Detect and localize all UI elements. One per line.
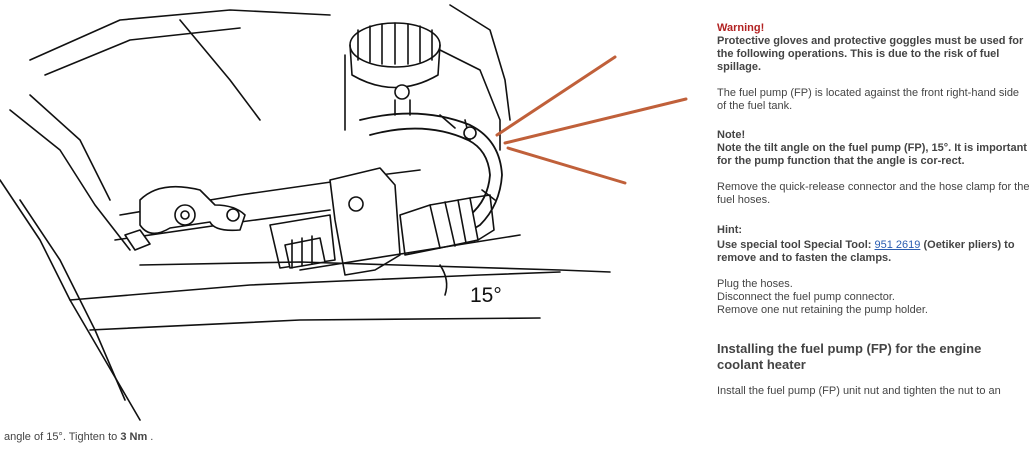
hint-text [717, 239, 1031, 265]
install-text-end: . [150, 431, 154, 443]
hint-prefix: Use special tool Special Tool: [717, 239, 872, 251]
special-tool-link[interactable]: 951 2619 [874, 239, 921, 251]
install-text-part2: angle of 15°. Tighten to [4, 431, 118, 443]
step-item: Disconnect the fuel pump connector. [717, 291, 895, 303]
torque-value: 3 Nm [120, 431, 148, 443]
location-text: The fuel pump (FP) is located against the front right-hand side of the fuel tank. [717, 87, 1020, 112]
angle-label: 15° [470, 284, 502, 307]
warning-title: Warning! [717, 22, 765, 34]
warning-text: Protective gloves and protective goggles must be used for the following operations. This is due to the risk of fuel spillage. [717, 35, 1024, 73]
step-item: Plug the hoses. [717, 278, 793, 290]
install-text-continued [4, 431, 153, 443]
steps-list [717, 278, 1031, 317]
install-text: Install the fuel pump (FP) unit nut and tighten the nut to an [717, 385, 1001, 397]
install-heading: Installing the fuel pump (FP) for the engine coolant heater [717, 341, 982, 372]
note-text: Note the tilt angle on the fuel pump (FP), 15°. It is important for the pump function that the angle is cor-rect. [717, 142, 1027, 167]
hint-title: Hint: [717, 224, 743, 236]
step-item: Remove one nut retaining the pump holder. [717, 304, 928, 316]
hint-suffix: (Oetiker pliers) to remove and to fasten the clamps. [717, 239, 1015, 264]
procedure-text [717, 22, 1031, 398]
note-title: Note! [717, 129, 746, 141]
remove-text: Remove the quick-release connector and the hose clamp for the fuel hoses. [717, 181, 1030, 206]
